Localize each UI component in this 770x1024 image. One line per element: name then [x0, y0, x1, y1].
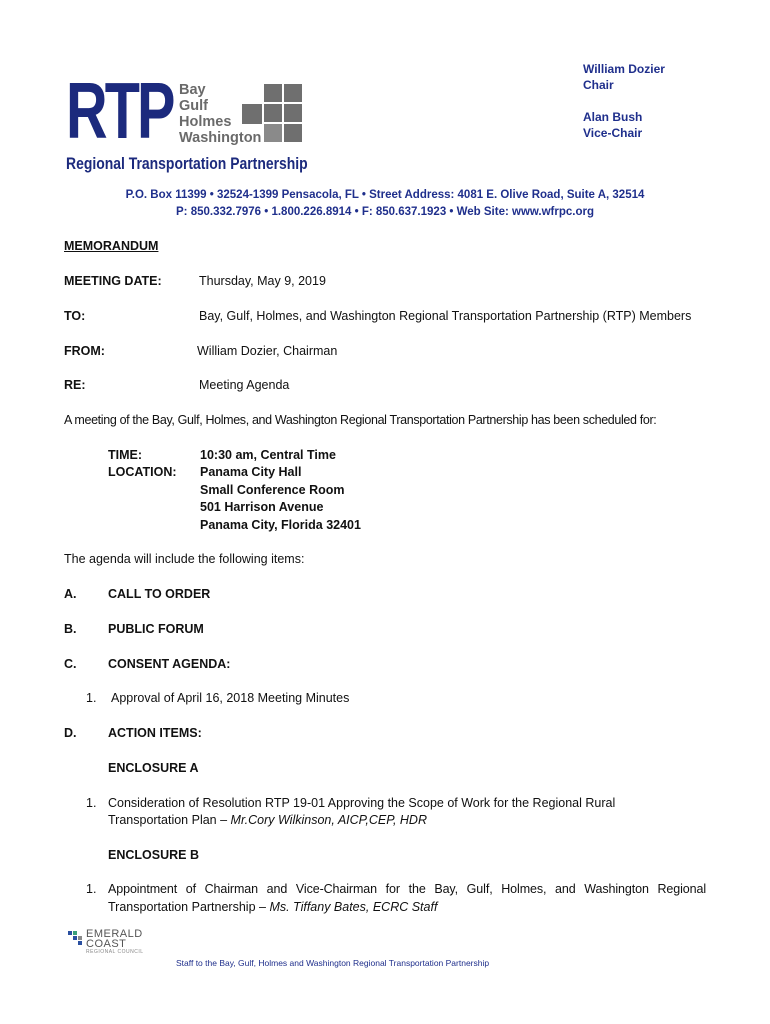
meeting-date-label: MEETING DATE:: [64, 274, 162, 288]
from-value: William Dozier, Chairman: [197, 344, 338, 358]
item-a1-line-1: Consideration of Resolution RTP 19-01 Approving the Scope of Work for the Regional Rural: [108, 796, 616, 810]
address-line-2: P: 850.332.7976 • 1.800.226.8914 • F: 850.637.1923 • Web Site: www.wfrpc.org: [176, 206, 594, 218]
logo-acronym: RTP: [66, 66, 173, 155]
item-a1-line-2-text: Transportation Plan –: [108, 813, 231, 827]
time-value: 10:30 am, Central Time: [200, 448, 336, 462]
address-line-1: P.O. Box 11399 • 32524-1399 Pensacola, FL • Street Address: 4081 E. Olive Road, Suite A, 32514: [125, 189, 645, 201]
to-value: Bay, Gulf, Holmes, and Washington Regional Transportation Partnership (RTP) Members: [199, 309, 692, 323]
re-value: Meeting Agenda: [199, 378, 290, 392]
rtp-logo: [66, 66, 308, 178]
item-a1-number: 1.: [86, 796, 97, 810]
chair-name: William Dozier: [583, 62, 665, 76]
item-c-letter: C.: [64, 657, 77, 671]
enclosure-b-heading: ENCLOSURE B: [108, 848, 199, 862]
location-line-2: Small Conference Room: [200, 483, 345, 497]
logo-county-gulf: Gulf: [179, 98, 208, 114]
re-label: RE:: [64, 378, 86, 392]
ecrc-name-line-1: EMERALD: [86, 928, 143, 940]
ecrc-logo-mark: [68, 931, 84, 947]
item-c1-text: Approval of April 16, 2018 Meeting Minutes: [111, 691, 350, 705]
ecrc-name-line-2: COAST: [86, 938, 127, 950]
item-b-letter: B.: [64, 622, 77, 636]
chair-title: Chair: [583, 78, 614, 92]
logo-square-mosaic: [242, 84, 304, 152]
logo-county-bay: Bay: [179, 82, 206, 98]
item-a1-presenter: Mr.Cory Wilkinson, AICP,CEP, HDR: [230, 813, 427, 827]
logo-county-washington: Washington: [179, 130, 262, 146]
memo-heading: MEMORANDUM: [64, 239, 159, 253]
to-label: TO:: [64, 309, 86, 323]
item-b1-line-2: [108, 900, 437, 914]
item-c-title: CONSENT AGENDA:: [108, 657, 231, 671]
item-a-letter: A.: [64, 587, 77, 601]
item-b1-line-2-text: Transportation Partnership –: [108, 900, 270, 914]
location-line-1: Panama City Hall: [200, 465, 302, 479]
location-line-4: Panama City, Florida 32401: [200, 518, 361, 532]
item-a-title: CALL TO ORDER: [108, 587, 211, 601]
item-d-title: ACTION ITEMS:: [108, 726, 202, 740]
item-b1-presenter: Ms. Tiffany Bates, ECRC Staff: [269, 900, 438, 914]
item-d-letter: D.: [64, 726, 77, 740]
meeting-intro: A meeting of the Bay, Gulf, Holmes, and Washington Regional Transportation Partnership has been scheduled for:: [64, 413, 657, 427]
vice-chair-name: Alan Bush: [583, 110, 643, 124]
item-b1-number: 1.: [86, 882, 97, 896]
agenda-intro: The agenda will include the following items:: [64, 552, 305, 566]
location-label: LOCATION:: [108, 465, 177, 479]
vice-chair-title: Vice-Chair: [583, 126, 643, 140]
ecrc-name-line-3: REGIONAL COUNCIL: [86, 949, 144, 955]
meeting-date-value: Thursday, May 9, 2019: [199, 274, 326, 288]
logo-full-name: Regional Transportation Partnership: [66, 154, 308, 173]
item-c1-number: 1.: [86, 691, 97, 705]
item-a1-line-2: [108, 813, 427, 827]
item-b1-line-1: Appointment of Chairman and Vice-Chairman for the Bay, Gulf, Holmes, and Washington Regional: [108, 882, 706, 896]
ecrc-logo: [68, 929, 173, 965]
footer-staff-text: Staff to the Bay, Gulf, Holmes and Washington Regional Transportation Partnership: [176, 958, 490, 968]
enclosure-a-heading: ENCLOSURE A: [108, 761, 199, 775]
location-line-3: 501 Harrison Avenue: [200, 500, 324, 514]
item-b-title: PUBLIC FORUM: [108, 622, 204, 636]
time-label: TIME:: [108, 448, 143, 462]
from-label: FROM:: [64, 344, 105, 358]
logo-county-holmes: Holmes: [179, 114, 232, 130]
